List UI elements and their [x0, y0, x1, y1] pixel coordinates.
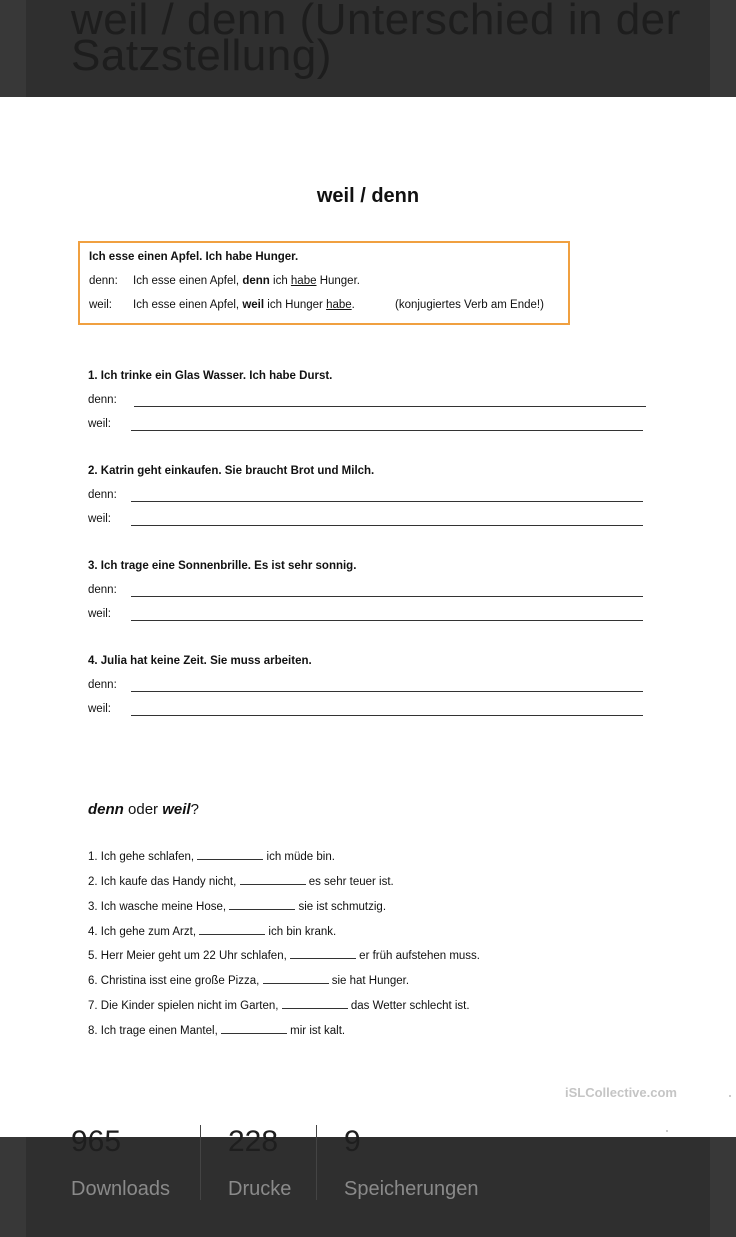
section2-end: ? — [190, 801, 199, 818]
example-weil-row — [89, 299, 559, 311]
example-sentence: Ich esse einen Apfel. Ich habe Hunger. — [89, 251, 299, 263]
item-before: 5. Herr Meier geht um 22 Uhr schlafen, — [88, 950, 290, 962]
example-denn-label: denn: — [89, 275, 118, 287]
exercise-heading: 2. Katrin geht einkaufen. Sie braucht Brot und Milch. — [88, 465, 375, 477]
stat-value: 228 — [228, 1125, 279, 1158]
example-denn-text: Ich esse einen Apfel, — [133, 275, 243, 287]
answer-line — [131, 691, 643, 692]
exercise-heading: 4. Julia hat keine Zeit. Sie muss arbeiten. — [88, 655, 312, 667]
blank-line — [240, 874, 306, 885]
list-item — [88, 998, 470, 1012]
stat-value: 9 — [344, 1125, 361, 1158]
section2-title — [88, 801, 199, 818]
blank-line — [229, 899, 295, 910]
exercise-4 — [88, 655, 648, 725]
stat-label: Drucke — [228, 1178, 292, 1200]
stat-value: 965 — [71, 1125, 122, 1158]
exercise-3 — [88, 560, 648, 630]
exercise-weil-label: weil: — [88, 703, 112, 715]
exercise-denn-label: denn: — [88, 679, 117, 691]
page-title: weil / denn (Unterschied in der Satzstellung) — [71, 0, 681, 80]
decorative-dot — [729, 1095, 731, 1097]
item-before: 7. Die Kinder spielen nicht im Garten, — [88, 1000, 282, 1012]
example-box — [78, 241, 570, 325]
blank-line — [290, 948, 356, 959]
stat-divider — [200, 1125, 201, 1200]
exercise-weil-label: weil: — [88, 513, 112, 525]
item-after: sie ist schmutzig. — [295, 901, 387, 913]
item-after: mir ist kalt. — [286, 1025, 346, 1037]
answer-line — [131, 525, 643, 526]
stat-divider — [316, 1125, 317, 1200]
example-weil-text: Ich esse einen Apfel, — [133, 299, 243, 311]
item-before: 1. Ich gehe schlafen, — [88, 851, 198, 863]
exercise-denn-label: denn: — [88, 584, 117, 596]
stat-label: Downloads — [71, 1178, 170, 1200]
item-before: 2. Ich kaufe das Handy nicht, — [88, 876, 240, 888]
example-weil-post: . — [351, 299, 355, 311]
exercise-weil-label: weil: — [88, 418, 112, 430]
answer-line — [134, 406, 646, 407]
stat-label: Speicherungen — [344, 1178, 479, 1200]
item-before: 6. Christina isst eine große Pizza, — [88, 975, 263, 987]
list-item — [88, 874, 394, 888]
stats-bar — [0, 1125, 736, 1237]
example-note: (konjugiertes Verb am Ende!) — [395, 299, 544, 311]
answer-line — [131, 596, 643, 597]
exercise-2 — [88, 465, 648, 535]
exercise-1 — [88, 370, 648, 440]
example-denn-verb: habe — [290, 275, 317, 287]
exercise-heading: 1. Ich trinke ein Glas Wasser. Ich habe Durst. — [88, 370, 333, 382]
blank-line — [197, 849, 263, 860]
list-item — [88, 1023, 345, 1037]
section2-word1: denn — [88, 801, 124, 818]
exercise-weil-label: weil: — [88, 608, 112, 620]
worksheet-image[interactable] — [0, 97, 736, 1137]
example-weil-verb: habe — [326, 299, 352, 311]
answer-line — [131, 430, 643, 431]
example-weil-mid: ich Hunger — [264, 299, 327, 311]
worksheet-title: weil / denn — [316, 185, 420, 207]
item-after: ich müde bin. — [263, 851, 335, 863]
item-after: ich bin krank. — [265, 926, 337, 938]
example-weil-label: weil: — [89, 299, 113, 311]
watermark: iSLCollective.com — [565, 1085, 677, 1100]
list-item — [88, 849, 335, 863]
example-weil-conj: weil — [242, 299, 265, 311]
blank-line — [263, 973, 329, 984]
example-denn-mid: ich — [269, 275, 291, 287]
item-before: 4. Ich gehe zum Arzt, — [88, 926, 200, 938]
list-item — [88, 948, 480, 962]
section2-middle: oder — [123, 801, 163, 818]
list-item — [88, 899, 386, 913]
list-item — [88, 924, 336, 938]
example-denn-conj: denn — [242, 275, 270, 287]
item-before: 8. Ich trage einen Mantel, — [88, 1025, 221, 1037]
exercise-heading: 3. Ich trage eine Sonnenbrille. Es ist sehr sonnig. — [88, 560, 357, 572]
answer-line — [131, 715, 643, 716]
answer-line — [131, 620, 643, 621]
list-item — [88, 973, 409, 987]
item-after: er früh aufstehen muss. — [355, 950, 480, 962]
item-after: das Wetter schlecht ist. — [347, 1000, 470, 1012]
blank-line — [282, 998, 348, 1009]
section2-word2: weil — [162, 801, 191, 818]
answer-line — [131, 501, 643, 502]
example-denn-post: Hunger. — [316, 275, 360, 287]
example-denn-row — [89, 275, 360, 287]
item-after: sie hat Hunger. — [328, 975, 410, 987]
item-after: es sehr teuer ist. — [305, 876, 394, 888]
blank-line — [221, 1023, 287, 1034]
item-before: 3. Ich wasche meine Hose, — [88, 901, 230, 913]
exercise-denn-label: denn: — [88, 489, 117, 501]
blank-line — [199, 924, 265, 935]
exercise-denn-label: denn: — [88, 394, 117, 406]
